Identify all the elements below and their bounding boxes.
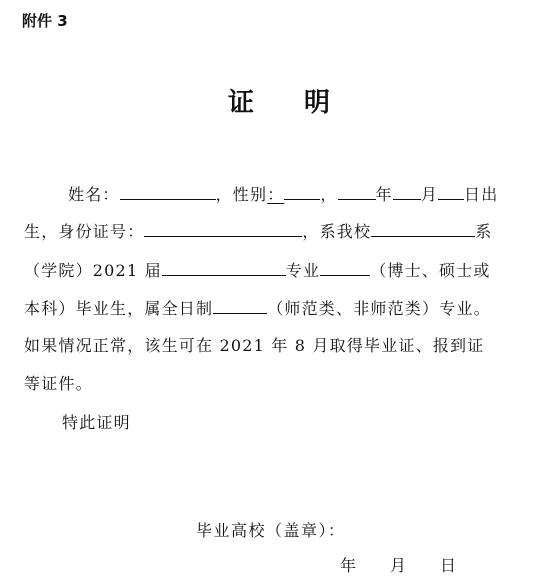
major-label: 专业 [285, 261, 321, 280]
normal-type-options: （师范类、非师范类）专业。 [267, 299, 491, 318]
degree-blank [320, 258, 370, 276]
name-blank [120, 182, 216, 200]
day-label: 日出 [464, 185, 499, 204]
year-label: 年 [375, 185, 393, 204]
page-title [0, 82, 560, 119]
department-blank [371, 219, 475, 237]
id-number-blank [144, 219, 302, 237]
birth-day-blank [438, 182, 464, 200]
name-label: 姓名： [68, 185, 120, 204]
department-label: 系 [475, 222, 493, 241]
paragraph-line-2 [24, 219, 524, 243]
attachment-label: 附件 3 [22, 12, 68, 30]
gender-colon: ： [267, 185, 285, 204]
gender-blank [284, 182, 320, 200]
school-label: ，系我校 [302, 222, 372, 241]
date-year: 年 [340, 556, 357, 575]
major-blank [162, 258, 286, 276]
signature-label: 毕业高校（盖章）： [196, 521, 346, 540]
gender-label: ，性别 [215, 185, 268, 204]
paragraph-line-6: 等证件。 [24, 374, 93, 393]
closing-statement: 特此证明 [62, 413, 131, 432]
college-class-label: （学院）2021 届 [24, 261, 162, 280]
title-char-right: 明 [304, 88, 333, 118]
paragraph-line-4 [24, 296, 524, 320]
fulltime-label: 本科）毕业生，属全日制 [24, 299, 214, 318]
birth-month-blank [393, 182, 421, 200]
paragraph-line-1 [24, 182, 524, 206]
birth-year-blank [338, 182, 376, 200]
normal-type-blank [213, 296, 267, 314]
signature-date [340, 553, 456, 576]
date-day: 日 [440, 556, 457, 575]
paragraph-line-5: 如果情况正常，该生可在 2021 年 8 月取得毕业证、报到证 [24, 336, 485, 355]
month-label: 月 [420, 185, 439, 204]
paragraph-line-3 [24, 258, 524, 282]
title-char-left: 证 [227, 88, 256, 118]
id-label: 生，身份证号： [24, 222, 145, 241]
gender-comma: ， [320, 185, 338, 204]
date-month: 月 [390, 556, 407, 575]
degree-options: （博士、硕士或 [370, 261, 491, 280]
